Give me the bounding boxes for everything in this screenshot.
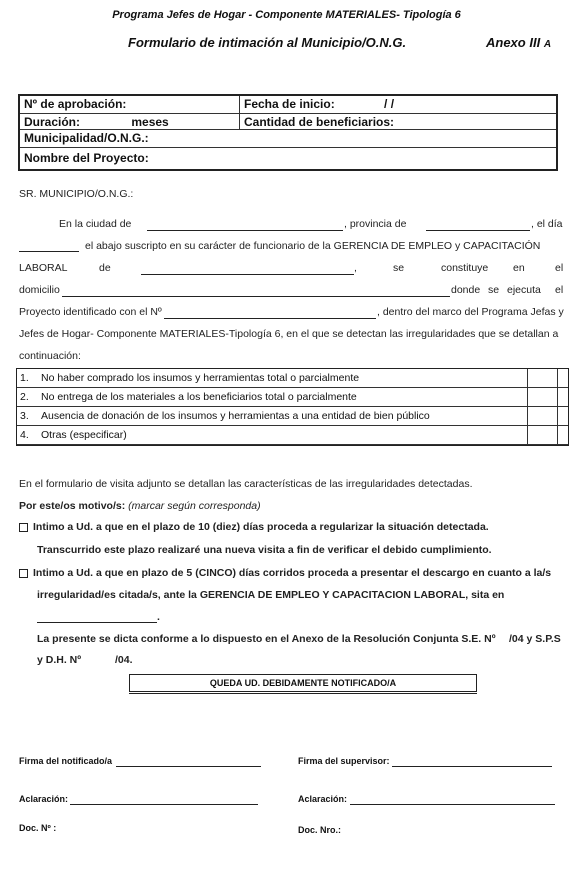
info-row-approval (20, 96, 556, 114)
clarification-label-right: Aclaración: (298, 794, 348, 804)
irregularities-table (16, 368, 569, 446)
doc-nro-label: Doc. Nro.: (298, 825, 342, 835)
approval-number-field[interactable]: Nº de aprobación: (24, 97, 127, 111)
checkbox-icon[interactable] (19, 569, 28, 578)
domicilio-word: domicilio (19, 284, 60, 296)
notified-signature-line[interactable] (116, 765, 261, 767)
row-number: 1. (20, 372, 29, 384)
el-word: el (555, 262, 564, 274)
row-text: No haber comprado los insumos y herramientas total o parcialmente (41, 372, 360, 384)
row-text: Otras (especificar) (41, 429, 127, 441)
option-regularize-followup: Transcurrido este plazo realizaré una nueva visita a fin de verificar el debido cumplimiento. (37, 544, 492, 556)
table-row (17, 407, 568, 426)
info-row-municipality (20, 130, 556, 148)
notified-signature-label: Firma del notificado/a (19, 756, 113, 766)
el2-word: el (555, 284, 564, 296)
info-row-project (20, 148, 556, 171)
row-number: 4. (20, 429, 29, 441)
donde-word: donde (451, 284, 481, 296)
municipality-field[interactable]: Municipalidad/O.N.G.: (24, 131, 149, 145)
program-frame-text: , dentro del marco del Programa Jefas y (377, 306, 564, 318)
day-label: , el día (531, 218, 563, 230)
supervisor-signature-line[interactable] (392, 765, 552, 767)
notification-box: QUEDA UD. DEBIDAMENTE NOTIFICADO/A (129, 674, 477, 692)
clarification-line-right[interactable] (350, 803, 555, 805)
office-blank[interactable] (141, 273, 354, 275)
project-number-label: Proyecto identificado con el Nº (19, 306, 162, 318)
form-title: Formulario de intimación al Municipio/O.N.G. (128, 35, 407, 50)
component-text: Jefes de Hogar- Componente MATERIALES-Tipología 6, en el que se detectan las irregularidades que se detallan a (19, 328, 559, 340)
option-discharge-location: irregularidad/es citada/s, ante la GERENCIA DE EMPLEO Y CAPACITACION LABORAL, sita en (37, 589, 505, 601)
program-header: Programa Jefes de Hogar - Componente MATERIALES- Tipología 6 (112, 9, 461, 21)
comma: , (354, 262, 357, 274)
row-number: 2. (20, 391, 29, 403)
option-regularize[interactable]: Intimo a Ud. a que en el plazo de 10 (diez) días proceda a regularizar la situación detectada. (19, 521, 489, 533)
doc-number-label: Doc. Nº : (19, 823, 57, 833)
project-number-blank[interactable] (164, 317, 376, 319)
start-date-field[interactable]: Fecha de inicio: / / (244, 97, 395, 111)
salutation: SR. MUNICIPIO/O.N.G.: (19, 188, 134, 200)
annex-label: Anexo III A (486, 35, 552, 50)
visit-form-text: En el formulario de visita adjunto se detallan las características de las irregularidades detectadas. (19, 478, 473, 490)
se2-word: se (488, 284, 500, 296)
info-row-duration (20, 114, 556, 130)
location-blank[interactable] (37, 621, 157, 623)
table-row (17, 369, 568, 388)
dh-year: /04. (115, 654, 133, 666)
row-text: No entrega de los materiales a los beneficiarios total o parcialmente (41, 391, 357, 403)
resolution-text: La presente se dicta conforme a lo dispuesto en el Anexo de la Resolución Conjunta S.E. Nº (37, 633, 496, 645)
check-column-divider (527, 369, 528, 445)
resolution-year: /04 y S.P.S (509, 633, 561, 645)
address-blank[interactable] (62, 295, 450, 297)
province-label: , provincia de (344, 218, 407, 230)
de-word: de (99, 262, 111, 274)
official-text: el abajo suscripto en su carácter de funcionario de la GERENCIA DE EMPLEO y CAPACITACIÓN (85, 240, 541, 252)
clarification-line-left[interactable] (70, 803, 258, 805)
duration-field[interactable]: Duración: meses (24, 115, 169, 129)
table-row (17, 388, 568, 407)
ejecuta-word: ejecuta (507, 284, 541, 296)
dh-number: y D.H. Nº (37, 654, 82, 666)
info-divider (239, 96, 240, 130)
se-word: se (393, 262, 405, 274)
checkbox-icon[interactable] (19, 523, 28, 532)
project-name-field[interactable]: Nombre del Proyecto: (24, 151, 149, 165)
laboral-word: LABORAL (19, 262, 68, 274)
row-text: Ausencia de donación de los insumos y herramientas a una entidad de bien público (41, 410, 430, 422)
motives-line: Por este/os motivo/s: (marcar según corresponda) (19, 500, 261, 512)
constituye-word: constituye (441, 262, 489, 274)
option-discharge[interactable]: Intimo a Ud. a que en plazo de 5 (CINCO) días corridos proceda a presentar el descargo en cuanto a la/s (19, 567, 551, 579)
period: . (157, 611, 160, 623)
province-blank[interactable] (426, 229, 530, 231)
beneficiaries-field[interactable]: Cantidad de beneficiarios: (244, 115, 395, 129)
supervisor-signature-label: Firma del supervisor: (298, 756, 390, 766)
check-column-divider (557, 369, 558, 445)
row-number: 3. (20, 410, 29, 422)
table-row (17, 426, 568, 445)
en-word: en (513, 262, 525, 274)
city-label: En la ciudad de (59, 218, 132, 230)
day-blank[interactable] (19, 250, 79, 252)
clarification-label-left: Aclaración: (19, 794, 69, 804)
continuation-text: continuación: (19, 350, 81, 362)
project-info-box (18, 94, 558, 171)
city-blank[interactable] (147, 229, 343, 231)
